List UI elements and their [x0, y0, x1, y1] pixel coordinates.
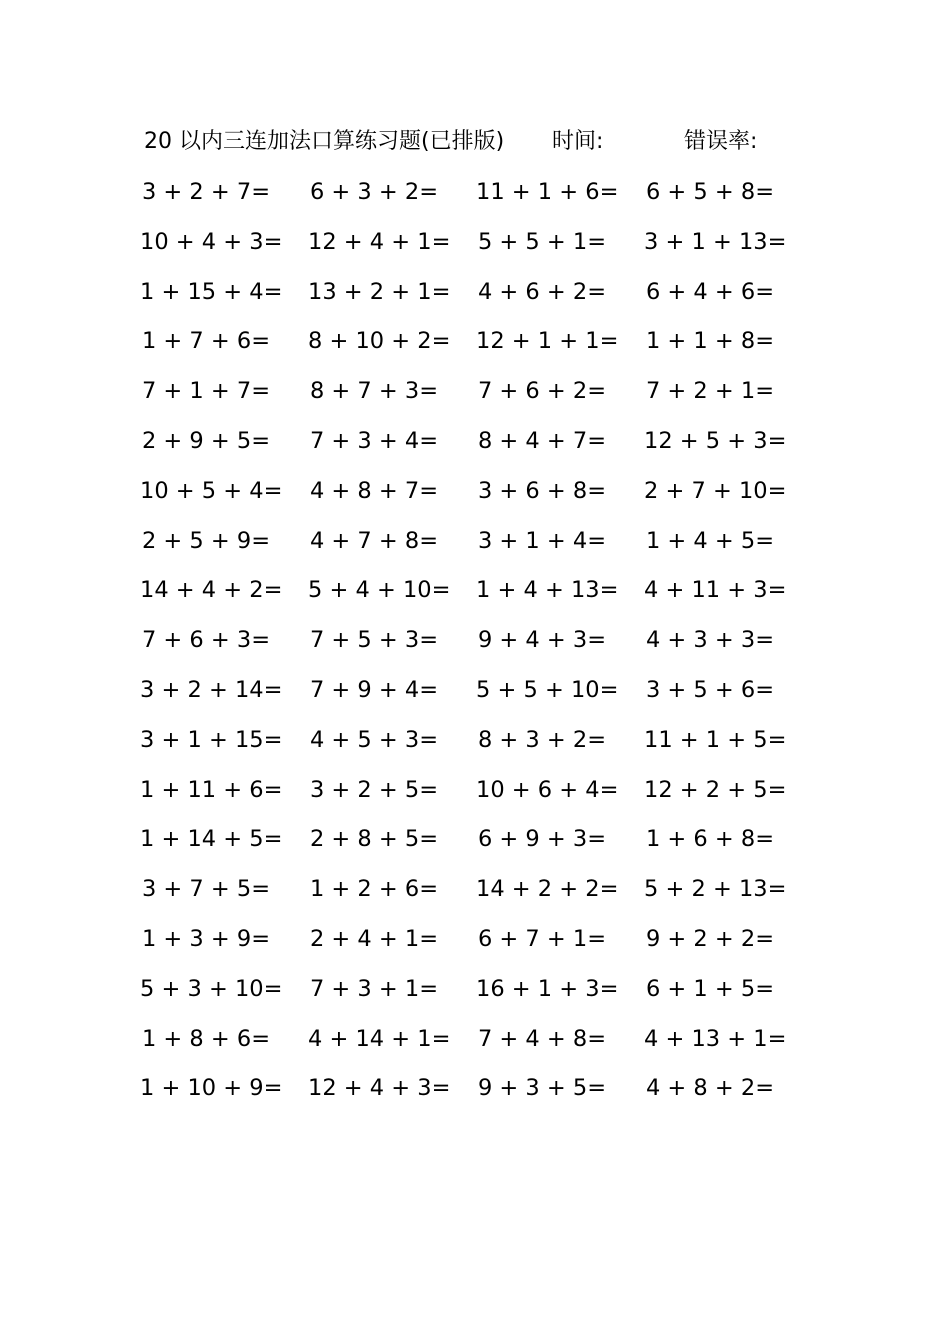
math-problem: 8 + 7 + 3= — [309, 378, 439, 405]
math-problem: 7 + 5 + 3= — [309, 627, 439, 654]
problem-row — [140, 1019, 787, 1069]
problem-grid — [140, 172, 787, 1118]
math-problem: 8 + 10 + 2= — [308, 328, 451, 355]
problem-row — [140, 869, 787, 919]
math-problem: 3 + 1 + 4= — [477, 527, 607, 554]
math-problem: 7 + 1 + 7= — [141, 378, 271, 405]
math-problem: 6 + 1 + 5= — [645, 975, 775, 1002]
math-problem: 3 + 7 + 5= — [141, 876, 271, 903]
problem-row — [140, 919, 780, 969]
problem-row — [140, 620, 780, 670]
math-problem: 5 + 5 + 10= — [476, 676, 619, 703]
problem-row — [140, 371, 780, 421]
math-problem: 5 + 5 + 1= — [477, 228, 607, 255]
math-problem: 12 + 1 + 1= — [476, 328, 619, 355]
problem-row — [140, 720, 787, 770]
worksheet-title: 20 以内三连加法口算练习题(已排版) — [144, 129, 505, 154]
math-problem: 9 + 3 + 5= — [477, 1075, 607, 1102]
math-problem: 6 + 4 + 6= — [645, 278, 775, 305]
math-problem: 2 + 5 + 9= — [141, 527, 271, 554]
math-problem: 3 + 2 + 5= — [309, 776, 439, 803]
math-problem: 6 + 7 + 1= — [477, 925, 607, 952]
math-problem: 3 + 1 + 13= — [644, 228, 787, 255]
math-problem: 3 + 1 + 15= — [140, 726, 283, 753]
math-problem: 1 + 8 + 6= — [141, 1025, 271, 1052]
math-problem: 3 + 6 + 8= — [477, 477, 607, 504]
problem-row — [140, 172, 780, 222]
problem-row — [140, 471, 787, 521]
math-problem: 14 + 2 + 2= — [476, 876, 619, 903]
math-problem: 1 + 7 + 6= — [141, 328, 271, 355]
math-problem: 1 + 6 + 8= — [645, 826, 775, 853]
math-problem: 6 + 3 + 2= — [309, 179, 439, 205]
problem-row — [140, 969, 780, 1019]
problem-row — [140, 819, 780, 869]
math-problem: 3 + 2 + 7= — [141, 179, 271, 205]
math-problem: 2 + 7 + 10= — [644, 477, 787, 504]
math-problem: 3 + 5 + 6= — [645, 676, 775, 703]
problem-row — [140, 1068, 780, 1118]
math-problem: 5 + 4 + 10= — [308, 577, 451, 604]
math-problem: 2 + 4 + 1= — [309, 925, 439, 952]
error-rate-label: 错误率: — [684, 129, 758, 154]
math-problem: 1 + 1 + 8= — [645, 328, 775, 355]
math-problem: 1 + 2 + 6= — [309, 876, 439, 903]
math-problem: 5 + 2 + 13= — [644, 876, 787, 903]
math-problem: 1 + 15 + 4= — [140, 278, 283, 305]
problem-row — [140, 770, 787, 820]
math-problem: 14 + 4 + 2= — [140, 577, 283, 604]
math-problem: 8 + 4 + 7= — [477, 427, 607, 454]
time-label: 时间: — [552, 129, 604, 154]
math-problem: 4 + 5 + 3= — [309, 726, 439, 753]
math-problem: 1 + 4 + 5= — [645, 527, 775, 554]
math-problem: 16 + 1 + 3= — [476, 975, 619, 1002]
math-problem: 12 + 5 + 3= — [644, 427, 787, 454]
math-problem: 1 + 4 + 13= — [476, 577, 619, 604]
math-problem: 2 + 9 + 5= — [141, 427, 271, 454]
math-problem: 8 + 3 + 2= — [477, 726, 607, 753]
math-problem: 1 + 14 + 5= — [140, 826, 283, 853]
problem-row — [140, 670, 780, 720]
math-problem: 1 + 10 + 9= — [140, 1075, 283, 1102]
math-problem: 4 + 8 + 7= — [309, 477, 439, 504]
math-problem: 1 + 11 + 6= — [140, 776, 283, 803]
math-problem: 4 + 13 + 1= — [644, 1025, 787, 1052]
math-problem: 4 + 14 + 1= — [308, 1025, 451, 1052]
problem-row — [140, 521, 780, 571]
math-problem: 13 + 2 + 1= — [308, 278, 451, 305]
math-problem: 4 + 3 + 3= — [645, 627, 775, 654]
math-problem: 11 + 1 + 6= — [476, 179, 619, 205]
math-problem: 4 + 11 + 3= — [644, 577, 787, 604]
problem-row — [140, 272, 780, 322]
math-problem: 4 + 8 + 2= — [645, 1075, 775, 1102]
math-problem: 9 + 2 + 2= — [645, 925, 775, 952]
math-problem: 9 + 4 + 3= — [477, 627, 607, 654]
math-problem: 10 + 6 + 4= — [476, 776, 619, 803]
math-problem: 6 + 9 + 3= — [477, 826, 607, 853]
math-problem: 7 + 6 + 2= — [477, 378, 607, 405]
problem-row — [140, 570, 787, 620]
math-problem: 10 + 4 + 3= — [140, 228, 283, 255]
math-problem: 1 + 3 + 9= — [141, 925, 271, 952]
math-problem: 7 + 3 + 1= — [309, 975, 439, 1002]
math-problem: 3 + 2 + 14= — [140, 676, 283, 703]
math-problem: 7 + 4 + 8= — [477, 1025, 607, 1052]
math-problem: 7 + 9 + 4= — [309, 676, 439, 703]
math-problem: 5 + 3 + 10= — [140, 975, 283, 1002]
math-problem: 7 + 3 + 4= — [309, 427, 439, 454]
problem-row — [140, 222, 787, 272]
math-problem: 12 + 4 + 3= — [308, 1075, 451, 1102]
problem-row — [140, 321, 780, 371]
math-problem: 4 + 6 + 2= — [477, 278, 607, 305]
math-problem: 7 + 6 + 3= — [141, 627, 271, 654]
math-problem: 10 + 5 + 4= — [140, 477, 283, 504]
worksheet-header — [144, 124, 784, 160]
math-problem: 6 + 5 + 8= — [645, 179, 775, 205]
problem-row — [140, 421, 787, 471]
math-problem: 2 + 8 + 5= — [309, 826, 439, 853]
math-problem: 7 + 2 + 1= — [645, 378, 775, 405]
math-problem: 11 + 1 + 5= — [644, 726, 787, 753]
math-problem: 4 + 7 + 8= — [309, 527, 439, 554]
math-problem: 12 + 2 + 5= — [644, 776, 787, 803]
math-problem: 12 + 4 + 1= — [308, 228, 451, 255]
